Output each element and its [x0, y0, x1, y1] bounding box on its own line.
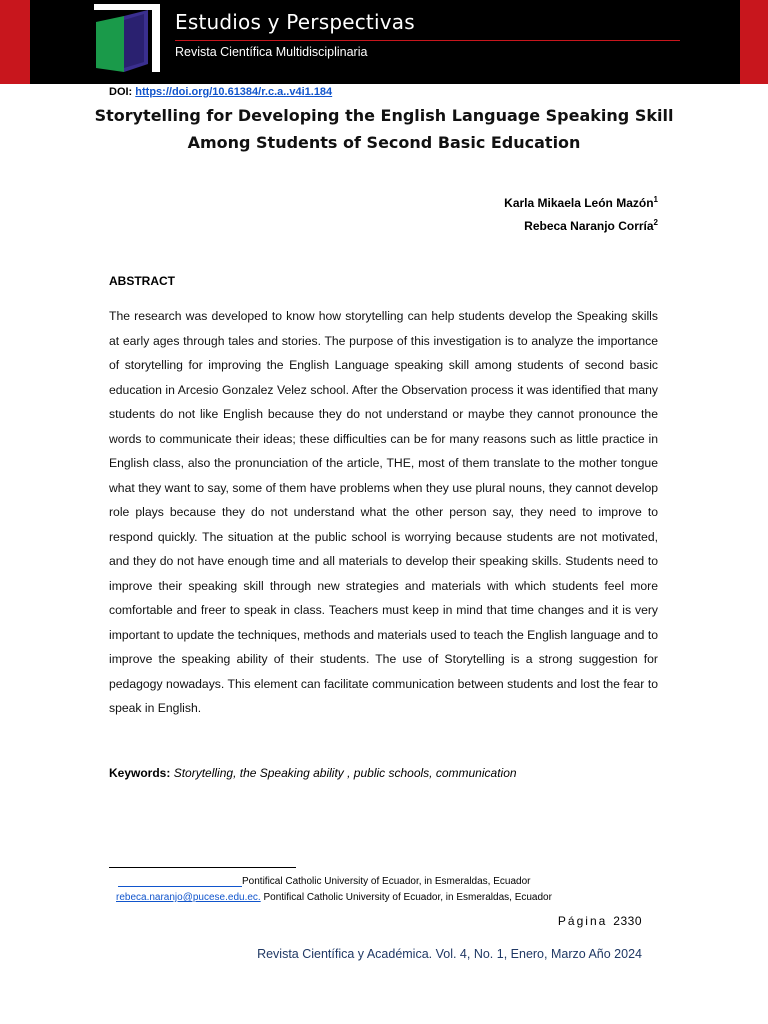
keywords-line — [109, 766, 517, 780]
abstract-heading: ABSTRACT — [109, 274, 175, 288]
doi-line — [109, 86, 332, 98]
journal-name: Estudios y Perspectivas — [175, 10, 415, 34]
author-list — [504, 190, 658, 236]
abstract-body: The research was developed to know how storytelling can help students develop the Speaking skills at early ages through tales and stories. The purpose of this investigation is to analyze the importance of storytelling for improving the English Language speaking skill among students of second basic education in Arcesio Gonzalez Velez school. After the Observation process it was identified that many students do not like English because they do not understand or maybe they cannot pronounce the words to communicate their ideas; these difficulties can be for many reasons such as little practice in English class, also the pronunciation of the article, THE, most of them translate to the mother tongue what they want to say, some of them have problems when they use plural nouns, they cannot develop role plays because they do not understand what the other person say, they need to improve to respond quickly. The situation at the public school is worrying because students are not motivated, and they do not have enough time and all materials to develop their speaking skills. Students need to improve their speaking skill through new strategies and materials with which students feel more comfortable and freer to speak in class. Teachers must keep in mind that time changes and it is very important to update the techniques, methods and materials used to teach the English language and to improve the speaking ability of their students. The use of Storytelling is a strong suggestion for pedagogy nowadays. This element can facilitate communication between students and lost the fear to speak in English. — [109, 309, 658, 715]
doi-link[interactable]: https://doi.org/10.61384/r.c.a..v4i1.184 — [135, 86, 333, 98]
keywords-label: Keywords: — [109, 766, 171, 780]
author-2-name: Rebeca Naranjo Corría — [524, 219, 654, 233]
page-label: Página — [557, 914, 608, 928]
header-divider — [175, 40, 680, 41]
footnote-2 — [116, 892, 552, 903]
keywords-value: Storytelling, the Speaking ability , public schools, communication — [173, 766, 517, 780]
author-1-name: Karla Mikaela León Mazón — [504, 196, 654, 210]
author-2-footnote-mark: 2 — [653, 218, 658, 227]
author-1 — [504, 190, 658, 213]
author-1-footnote-mark: 1 — [653, 195, 658, 204]
footnote-2-email-link[interactable]: rebeca.naranjo@pucese.edu.ec. — [116, 892, 261, 903]
footnote-1-text: Pontifical Catholic University of Ecuador, in Esmeraldas, Ecuador — [242, 876, 531, 887]
article-title: Storytelling for Developing the English Language Speaking Skill Among Students of Second Basic Education — [94, 106, 674, 152]
header-red-stripe-left — [0, 0, 30, 84]
header-red-stripe-right — [740, 0, 768, 84]
footnote-1-redacted-email — [118, 876, 242, 887]
author-2 — [504, 213, 658, 236]
doi-label: DOI: — [109, 86, 133, 98]
footnote-2-text: Pontifical Catholic University of Ecuador, in Esmeraldas, Ecuador — [260, 892, 552, 903]
footnote-rule — [109, 867, 296, 868]
page-number-value: 2330 — [613, 914, 642, 928]
journal-subtitle: Revista Científica Multidisciplinaria — [175, 45, 368, 59]
page-number — [558, 914, 642, 928]
journal-footer: Revista Científica y Académica. Vol. 4, No. 1, Enero, Marzo Año 2024 — [257, 947, 642, 961]
journal-logo-icon — [94, 4, 162, 74]
footnote-1 — [118, 876, 530, 887]
